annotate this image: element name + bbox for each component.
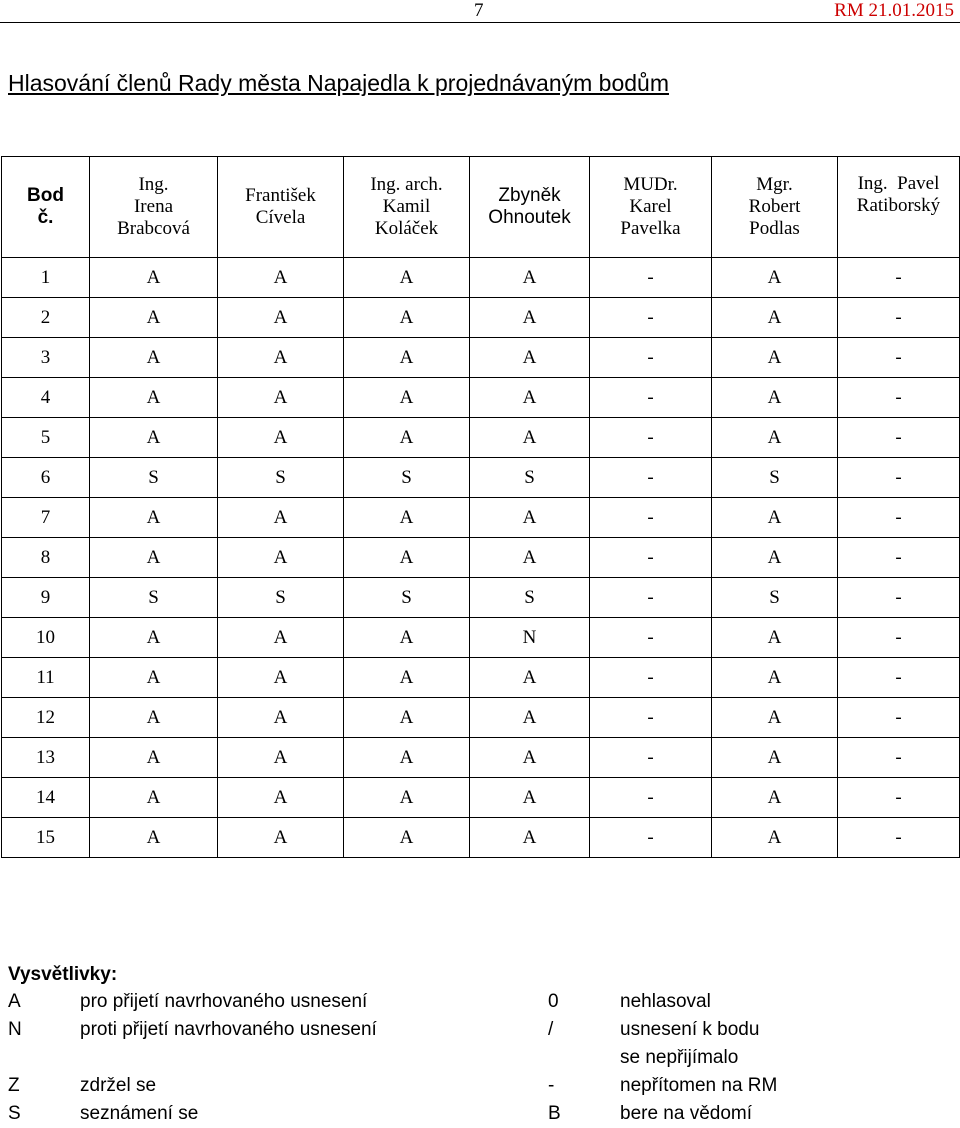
vote-cell: A [344,538,470,578]
legend-text: zdržel se [80,1075,157,1096]
meeting-date: RM 21.01.2015 [834,0,954,21]
table-row [2,658,960,698]
vote-cell: - [838,338,960,378]
vote-cell: - [590,258,712,298]
table-row [2,738,960,778]
vote-cell: A [90,378,218,418]
vote-cell: - [590,618,712,658]
legend-grid [8,988,948,1128]
vote-cell: - [838,538,960,578]
legend-code: B [548,1103,561,1124]
vote-cell: A [470,498,590,538]
votes-table-body [2,258,960,858]
legend-text: proti přijetí navrhovaného usnesení [80,1019,377,1040]
vote-cell: - [838,498,960,538]
legend-text: bere na vědomí [620,1103,753,1124]
vote-cell: A [712,658,838,698]
vote-cell: A [218,698,344,738]
table-row [2,498,960,538]
header-line: Brabcová [117,218,190,239]
vote-cell: - [838,458,960,498]
item-number-cell: 2 [2,298,90,338]
table-row [2,778,960,818]
vote-cell: A [218,498,344,538]
legend-text: pro přijetí navrhovaného usnesení [80,991,368,1012]
vote-cell: A [470,338,590,378]
vote-cell: - [838,698,960,738]
header-line: Cívela [255,207,306,228]
vote-cell: A [90,778,218,818]
vote-cell: S [90,578,218,618]
vote-cell: A [470,698,590,738]
item-number-cell: 7 [2,498,90,538]
item-number-cell: 4 [2,378,90,418]
vote-cell: - [590,418,712,458]
legend-code: 0 [548,991,559,1012]
vote-cell: A [90,258,218,298]
table-row [2,338,960,378]
vote-cell: - [838,298,960,338]
header-line: Kamil [382,196,431,217]
vote-cell: - [590,738,712,778]
vote-cell: A [344,738,470,778]
item-number-cell: 13 [2,738,90,778]
vote-cell: - [590,458,712,498]
column-header-kolacek [344,157,470,258]
legend-text: nehlasoval [620,991,711,1012]
item-number-cell: 10 [2,618,90,658]
header-line: Mgr. [756,174,793,195]
item-number-cell: 3 [2,338,90,378]
vote-cell: A [218,418,344,458]
vote-cell: A [712,698,838,738]
vote-cell: - [838,818,960,858]
vote-cell: - [838,658,960,698]
vote-cell: A [218,338,344,378]
item-number-cell: 5 [2,418,90,458]
vote-cell: A [712,338,838,378]
header-line: č. [37,207,54,228]
vote-cell: N [470,618,590,658]
vote-cell: A [470,298,590,338]
table-row [2,818,960,858]
item-number-cell: 9 [2,578,90,618]
vote-cell: A [90,338,218,378]
vote-cell: A [470,818,590,858]
table-row [2,378,960,418]
header-line: Ohnoutek [488,207,571,228]
vote-cell: S [712,458,838,498]
legend-code: / [548,1019,554,1040]
vote-cell: A [90,658,218,698]
table-row [2,458,960,498]
document-title: Hlasování členů Rady města Napajedla k projednávaným bodům [8,70,669,96]
item-number-cell: 8 [2,538,90,578]
vote-cell: A [344,378,470,418]
table-row [2,698,960,738]
item-number-cell: 1 [2,258,90,298]
vote-cell: S [470,578,590,618]
column-header-ratiborsky [838,157,960,258]
legend-text: usnesení k bodu se nepřijímalo [620,1019,760,1068]
vote-cell: A [344,658,470,698]
header-line: Ing. [138,174,169,195]
vote-cell: A [218,298,344,338]
page-number: 7 [474,0,484,21]
vote-cell: S [344,458,470,498]
header-line: Karel [629,196,672,217]
item-number-cell: 15 [2,818,90,858]
vote-cell: - [838,378,960,418]
legend-code: A [8,991,21,1012]
vote-cell: A [712,378,838,418]
column-header-brabcova [90,157,218,258]
vote-cell: S [712,578,838,618]
column-header-podlas [712,157,838,258]
page-header [0,0,960,23]
legend-code: N [8,1019,22,1040]
legend-code: Z [8,1075,20,1096]
vote-cell: S [218,458,344,498]
vote-cell: - [590,538,712,578]
vote-cell: A [218,538,344,578]
legend-code: S [8,1103,21,1124]
column-header-civela [218,157,344,258]
vote-cell: - [838,418,960,458]
vote-cell: A [344,818,470,858]
vote-cell: A [218,258,344,298]
vote-cell: - [838,578,960,618]
vote-cell: - [590,578,712,618]
vote-cell: A [712,738,838,778]
item-number-cell: 11 [2,658,90,698]
vote-cell: S [470,458,590,498]
vote-cell: S [218,578,344,618]
table-row [2,298,960,338]
legend [8,962,948,1128]
column-header-pavelka [590,157,712,258]
vote-cell: A [90,618,218,658]
header-line: Koláček [374,218,439,239]
vote-cell: A [712,498,838,538]
header-line: MUDr. [623,174,678,195]
vote-cell: A [218,738,344,778]
table-header-row [2,157,960,258]
vote-cell: A [90,418,218,458]
vote-cell: A [712,818,838,858]
vote-cell: A [470,778,590,818]
table-row [2,418,960,458]
vote-cell: A [344,498,470,538]
vote-cell: - [590,298,712,338]
header-line: Bod [27,185,64,206]
vote-cell: A [218,378,344,418]
legend-code: - [548,1075,555,1096]
vote-cell: A [344,418,470,458]
vote-cell: A [470,658,590,698]
vote-cell: - [838,258,960,298]
vote-cell: A [90,538,218,578]
vote-cell: A [470,258,590,298]
vote-cell: A [470,738,590,778]
vote-cell: - [590,658,712,698]
vote-cell: A [470,378,590,418]
vote-cell: A [712,298,838,338]
item-number-cell: 6 [2,458,90,498]
table-row [2,258,960,298]
vote-cell: - [590,498,712,538]
vote-cell: A [344,778,470,818]
vote-cell: S [90,458,218,498]
header-line: Robert [748,196,801,217]
vote-cell: A [90,698,218,738]
vote-cell: A [712,258,838,298]
vote-cell: A [344,698,470,738]
header-line: Pavelka [620,218,681,239]
vote-cell: S [344,578,470,618]
vote-cell: - [838,778,960,818]
vote-cell: A [712,418,838,458]
vote-cell: A [470,538,590,578]
vote-cell: A [712,618,838,658]
vote-cell: A [90,498,218,538]
vote-cell: A [218,818,344,858]
table-row [2,578,960,618]
header-line: Zbyněk [498,185,561,206]
vote-cell: - [590,338,712,378]
header-line: Irena [133,196,174,217]
vote-cell: - [590,698,712,738]
legend-title: Vysvětlivky: [8,964,118,985]
vote-cell: A [90,298,218,338]
vote-cell: A [712,778,838,818]
legend-text: seznámení se [80,1103,199,1124]
vote-cell: - [590,778,712,818]
vote-cell: A [90,738,218,778]
vote-cell: A [344,258,470,298]
vote-cell: A [90,818,218,858]
vote-cell: A [218,778,344,818]
vote-cell: - [838,618,960,658]
header-line: František [245,185,316,206]
vote-cell: A [344,298,470,338]
column-header-ohnoutek [470,157,590,258]
vote-cell: A [712,538,838,578]
vote-cell: - [590,818,712,858]
header-line: Podlas [749,218,800,239]
vote-cell: - [838,738,960,778]
votes-table [1,156,960,858]
header-line: Ing. arch. [370,174,443,195]
table-row [2,538,960,578]
item-number-cell: 14 [2,778,90,818]
item-number-cell: 12 [2,698,90,738]
vote-cell: A [470,418,590,458]
legend-text: nepřítomen na RM [620,1075,778,1096]
vote-cell: A [218,658,344,698]
vote-cell: A [218,618,344,658]
vote-cell: - [590,378,712,418]
header-line: Ratiborský [856,195,941,216]
vote-cell: A [344,338,470,378]
table-row [2,618,960,658]
header-line: Ing. Pavel [857,173,940,194]
column-header-item-number [2,157,90,258]
vote-cell: A [344,618,470,658]
